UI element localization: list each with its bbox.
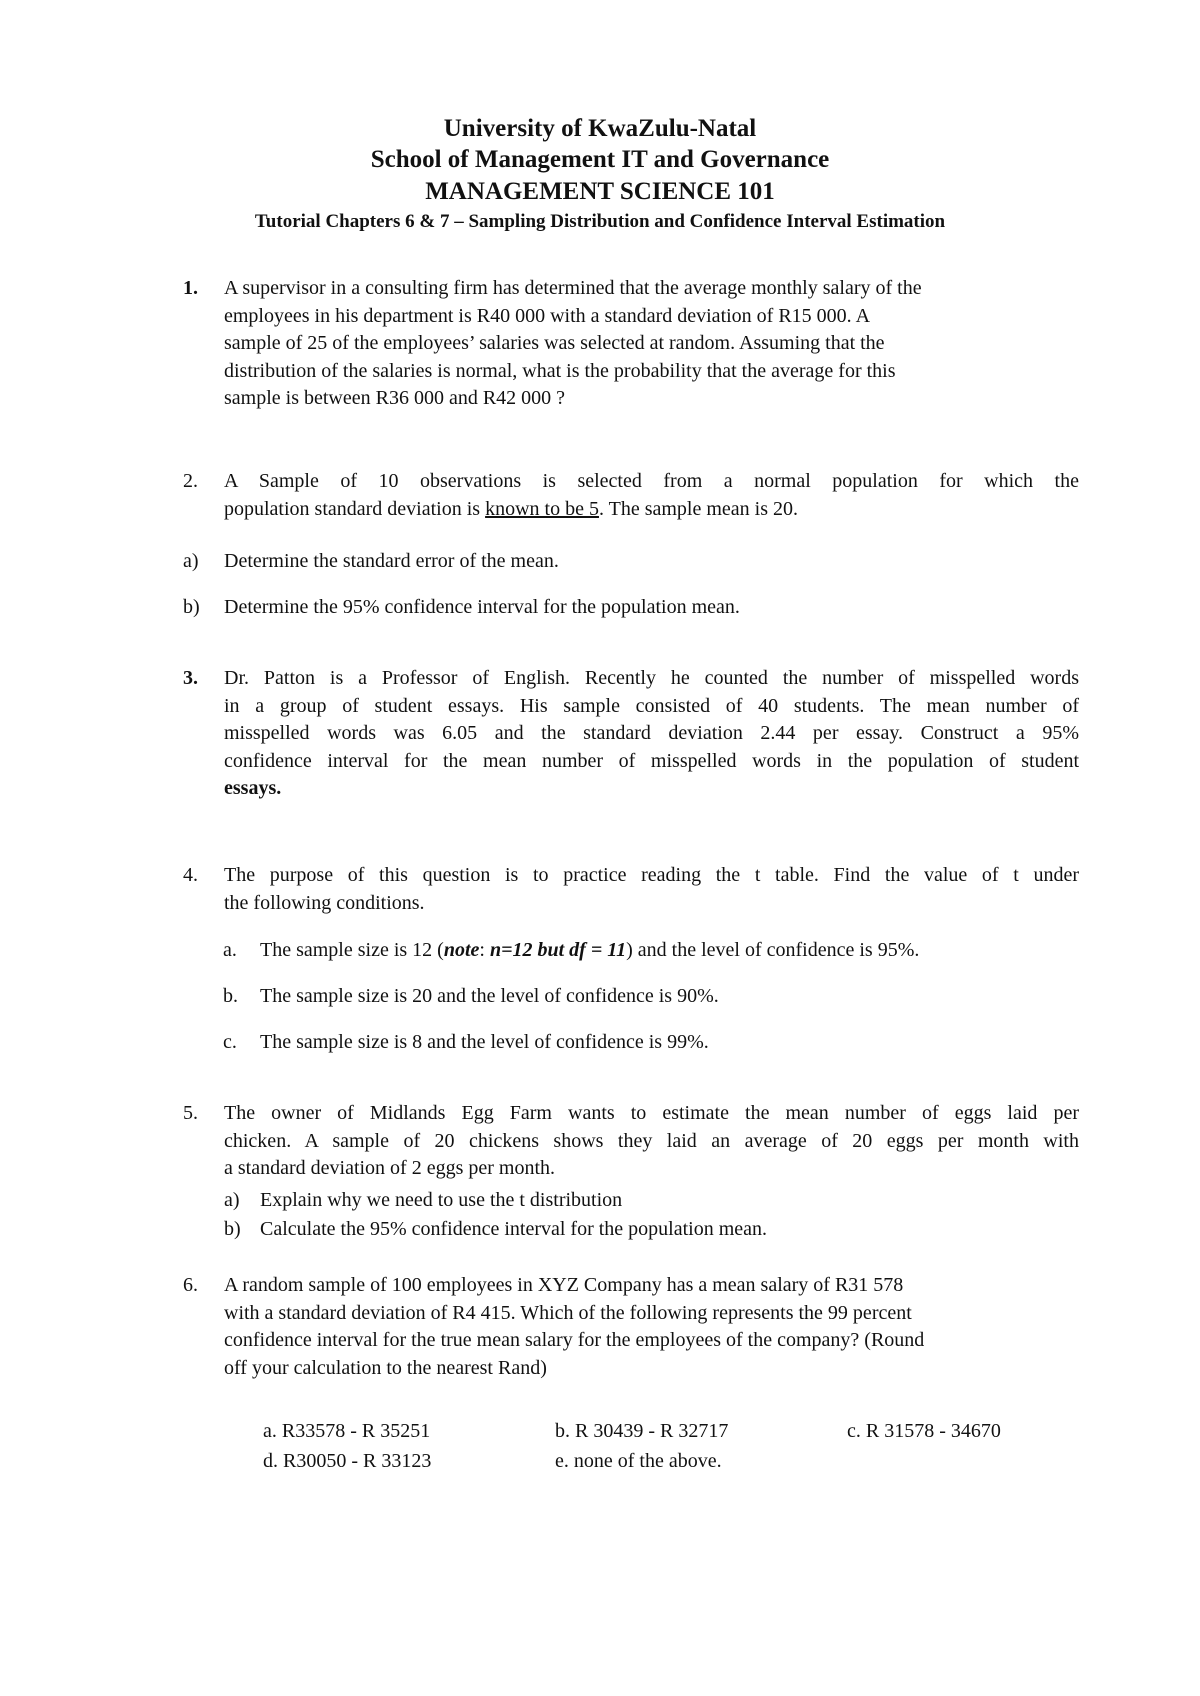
option-a: a. R33578 - R 35251 [263,1420,431,1442]
question-number: 4. [183,864,198,886]
question-number: 2. [183,470,198,492]
option-e: e. none of the above. [555,1450,722,1472]
underlined-phrase: known to be 5 [485,497,599,520]
university-name: University of KwaZulu-Natal [443,115,757,142]
question-text: Dr. Patton is a Professor of English. Recently he counted the number of misspelled words in a group of student essays. His sample consisted of 40 students. The mean number of misspelled words was 6.05 and the standard deviation 2.44 per essay. Construct a 95% confidence interval for the mean number of misspelled words in the population of student essays. [224,667,1079,799]
question-number: 5. [183,1102,198,1124]
question-number: 3. [183,667,198,689]
option-d: d. R30050 - R 33123 [263,1450,432,1472]
school-name: School of Management IT and Governance [370,146,830,173]
question-number: 6. [183,1274,198,1296]
question-text: A random sample of 100 employees in XYZ Company has a mean salary of R31 578 with a standard deviation of R4 415. Which of the following represents the 99 percent confidence interval for the true mean salary for the employees of the company? (Round off your calculation to the nearest Rand) [224,1274,925,1379]
question-text: A supervisor in a consulting firm has determined that the average monthly salary of the employees in his department is R40 000 with a standard deviation of R15 000. A sample of 25 of the employees’ salaries was selected at random. Assuming that the distribution of the salaries is normal, what is the probability that the average for this sample is between R36 000 and R42 000 ? [224,277,922,409]
question-text: A Sample of 10 observations is selected from a normal population for which the population standard deviation is known to be 5. The sample mean is 20. [224,470,1079,520]
document-page: University of KwaZulu-Natal School of Management IT and Governance MANAGEMENT SCIENCE 101 Tutorial Chapters 6 & 7 – Sampling Distribution and Confidence Interval Estimation 1. A supervisor in a consulting firm has determined that the average monthly salary of the employees in his department is R40 000 with a standard deviation of R15 000. A sample of 25 of the employees’ salaries was selected at random. Assuming that the distribution of the salaries is normal, what is the probability that the average for this sample is between R36 000 and R42 000 ? 2. A Sample of 10 observations is selected from a normal population for which the population standard deviation is known to be 5. The sample mean is 20. a) Determine the standard error of the mean. b) Determine the 95% confidence interval for the population mean. 3. Dr. Patton is a Professor of English. Recently he counted the number of misspelled words in a group of student essays. His sample consisted of 40 students. The mean number of misspelled words was 6.05 and the standard deviation 2.44 per essay. Construct a 95% confidence interval for the mean number of misspelled words in the population of student essays. 4. The purpose of this question is to practice reading the t table. Find the value of t under the following conditions. a. The sample size is 12 (note: n=12 but df = 11) and the level of confidence is 95%. b. The sample size is 20 and the level of confidence is 90%. c. The sample size is 8 and the level of confidence is 99%. 5. The owner of Midlands Egg Farm wants to estimate the mean number of eggs laid per chicken. A sample of 20 chickens shows they laid an average of 20 eggs per month with a standard deviation of 2 eggs per month. a) Explain why we need to use the t distribution b) Calculate the 95% confidence interval for the population mean. 6. A random sample of 100 employees in XYZ Company has a mean salary of R31 578 with a standard deviation of R4 415. Which of the following represents the 99 percent confidence interval for the true mean salary for the employees of the company? (Round off your calculation to the nearest Rand) a. R33578 - R 35251 b. R 30439 - R 32717 c. R 31578 - 34670 d. R30050 - R 33123 e. none of the above. [0,0,1200,1696]
option-c: c. R 31578 - 34670 [847,1420,1001,1442]
question-number: 1. [183,277,198,299]
question-text: The owner of Midlands Egg Farm wants to estimate the mean number of eggs laid per chicken. A sample of 20 chickens shows they laid an average of 20 eggs per month with a standard deviation of 2 eggs per month. [224,1102,1079,1179]
question-text: The purpose of this question is to practice reading the t table. Find the value of t under the following conditions. [224,864,1079,914]
tutorial-title: Tutorial Chapters 6 & 7 – Sampling Distribution and Confidence Interval Estimation [254,211,946,232]
course-title: MANAGEMENT SCIENCE 101 [425,178,775,205]
option-b: b. R 30439 - R 32717 [555,1420,729,1442]
